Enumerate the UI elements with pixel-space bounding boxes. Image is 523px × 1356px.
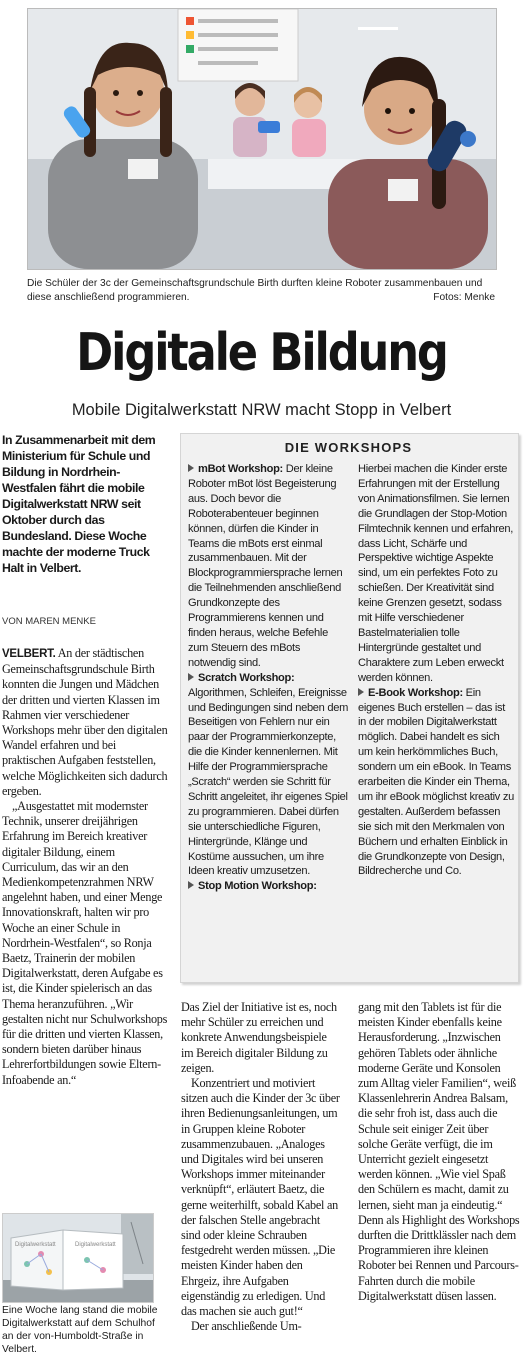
triangle-bullet-icon xyxy=(188,881,194,889)
workshop-text-mbot: Der kleine Roboter mBot löst Begeisterung aus. Doch bevor die Roboterabenteuer beginnen können, dürfen die Kinder in Teams die mBots erst einmal zusammenbauen. Mit der Blockprogrammiersprache lernen die Teilnehmenden anschließend Grundkonzepte des Programmierens kennen und finden heraus, welche Befehle zum Steuern des mBots notwendig sind. xyxy=(188,463,343,669)
headline: Digitale Bildung xyxy=(76,323,447,383)
workshop-item-mbot xyxy=(188,462,348,671)
workshop-title-stop-motion: Stop Motion Workshop: xyxy=(198,880,317,893)
article-paragraph-text: An der städtischen Gemeinschaftsgrundschule Birth konnten die Jungen und Mädchen der dritten und vierten Klassen im Rahmen vier verschiedener Workshops mehr über den digitalen Wandel erfahren und bei praktischen Aufgaben feststellen, welche Möglichkeiten sich dadurch ergeben. xyxy=(2,646,168,798)
lead-paragraph: In Zusammenarbeit mit dem Ministerium für Schule und Bildung in Nordrhein-Westfalen fährt die mobile Digitalwerkstatt NRW seit Oktober durch das Bundesland. Diese Woche machte der moderne Truck Halt in Velbert. xyxy=(2,433,156,575)
article-body-column-1 xyxy=(2,646,168,1088)
article-paragraph: Konzentriert und motiviert sitzen auch die Kinder der 3c über ihren Bedienungsanleitungen, um in Gruppen kleine Roboter zusammenzubauen. „Analoges und Digitales wird bei unseren Workshops immer miteinander verknüpft“, erläutert Baetz, die gerne weiterhilft, sobald Kabel an der falschen Stelle angebracht sind oder kleine Schrauben festgedreht werden müssen. „Die meisten Kinder haben den Ehrgeiz, ihre Aufgaben eigenständig zu erledigen. Und das machen sie auch gut!“ xyxy=(181,1076,340,1319)
article-body-column-2 xyxy=(181,1000,341,1334)
truck-label-side: Digitalwerkstatt xyxy=(75,1242,116,1248)
article-paragraph-quote: „Ausgestattet mit modernster Technik, unserer dreijährigen Erfahrung im Bereich kreativer digitaler Bildung, einem Curriculum, das wir an den Medienkompetenzrahmen NRW angelehnt haben, und einer Menge Innovationskraft, halten wir pro Woche an einer Schule in Nordrhein-Westfalen“, so Ronja Baetz, Trainerin der mobilen Digitalwerkstatt, deren Aufgabe es ist, die Kinder spielerisch an das Thema heranzuführen. „Wir gestalten nicht nur Schulworkshops für die dritten und vierten Klassen, sondern bieten darüber hinaus Lehrerfortbildungen sowie Eltern-Infoabende an.“ xyxy=(2,799,168,1087)
truck-photo-caption: Eine Woche lang stand die mobile Digitalwerkstatt auf dem Schulhof an der von-Humboldt-Straße in Velbert. xyxy=(2,1305,158,1355)
main-photo xyxy=(27,8,497,270)
workshops-column-1 xyxy=(188,462,348,894)
article-paragraph xyxy=(2,646,168,799)
article-body-column-3 xyxy=(358,1000,520,1304)
workshop-item-scratch xyxy=(188,671,348,880)
workshop-text-stop-motion: Hierbei machen die Kinder erste Erfahrungen mit der Erstellung von Animationsfilmen. Sie lernen die Grundlagen der Stop-Motion Filmtechnik kennen und erfahren, dass Licht, Schärfe und Perspektive wichtige Aspekte sind, um ein perfektes Foto zu schießen. Der Kreativität sind keine Grenzen gesetzt, sodass mit Hilfe verschiedener Bastelmaterialien tolle Hintergründe gestaltet und Charaktere zum Leben erweckt werden können. xyxy=(358,463,514,684)
workshop-title-ebook: E-Book Workshop: xyxy=(368,686,463,699)
truck-label: Digitalwerkstatt xyxy=(15,1242,56,1248)
workshop-item-stop-motion xyxy=(188,879,348,894)
workshop-item-ebook xyxy=(358,686,514,880)
dateline: VELBERT. xyxy=(2,648,56,660)
workshop-text-scratch: Algorithmen, Schleifen, Ereignisse und Bedingungen sind neben dem Beseitigen von Fehlern nur ein paar der Programmierkonzepte, die die Kinder kennenlernen. Mit Hilfe der Programmiersprache „Scratch“ werden sie Schritt für Schritt angeleitet, ihr eigenes Spiel zu programmieren. Dabei dürfen sie unterschiedliche Figuren, Hintergründe, Klänge und Kostüme aussuchen, um ihre Ideen kreativ umzusetzen. xyxy=(188,686,349,878)
photo-credit: Fotos: Menke xyxy=(433,292,495,303)
workshop-text-ebook: Ein eigenes Buch erstellen – das ist in der mobilen Digitalwerkstatt möglich. Dabei handelt es sich um kein herkömmliches Buch, sondern um ein eBook. In Teams erarbeiten die Kinder ein Thema, um ihr eBook möglichst kreativ zu gestalten. Außerdem befassen sie sich mit den Merkmalen von Büchern und erhalten Einblick in die Grundkonzepte von Design, Bildrecherche und Co. xyxy=(358,686,514,878)
classroom-illustration xyxy=(28,9,496,269)
article-paragraph: gang mit den Tablets ist für die meisten Kinder ebenfalls keine Herausforderung. „Inzwischen gehören Tablets oder ähnliche moderne Geräte und Konsolen zum Alltag vieler Familien“, weiß Klassenlehrerin Andrea Balsam, die sehr froh ist, dass auch die Schule seit einiger Zeit über solche Geräte verfügt, die im Unterricht gezielt eingesetzt werden können. „Wie viel Spaß den Schülern es macht, damit zu lernen, sieht man ja eindeutig.“ Denn als Highlight des Workshops durften die Drittklässler nach dem Programmieren ihre kleinen Roboter bei Rennen und Parcours-Fahrten durch die mobile Digitalwerkstatt düsen lassen. xyxy=(358,1000,520,1303)
workshop-title-scratch: Scratch Workshop: xyxy=(198,671,295,684)
workshop-title-mbot: mBot Workshop: xyxy=(198,463,283,475)
subheadline: Mobile Digitalwerkstatt NRW macht Stopp in Velbert xyxy=(71,401,452,419)
triangle-bullet-icon xyxy=(188,464,194,472)
photo-caption xyxy=(27,277,495,305)
article-paragraph: Der anschließende Um- xyxy=(191,1319,302,1334)
article-paragraph: Das Ziel der Initiative ist es, noch mehr Schüler zu erreichen und konkrete Anwendungsbeispiele im Bereich digitaler Bildung zu zeigen. xyxy=(181,1000,337,1075)
photo-caption-text: Die Schüler der 3c der Gemeinschaftsgrundschule Birth durften kleine Roboter zusammenbauen und diese anschließend programmieren. xyxy=(27,278,483,303)
triangle-bullet-icon xyxy=(358,688,364,696)
author-byline: VON MAREN MENKE xyxy=(2,616,96,627)
workshops-title: DIE WORKSHOPS xyxy=(284,440,413,455)
workshops-column-2 xyxy=(358,462,514,879)
truck-photo xyxy=(2,1213,154,1303)
truck-illustration xyxy=(3,1214,153,1302)
triangle-bullet-icon xyxy=(188,673,194,681)
